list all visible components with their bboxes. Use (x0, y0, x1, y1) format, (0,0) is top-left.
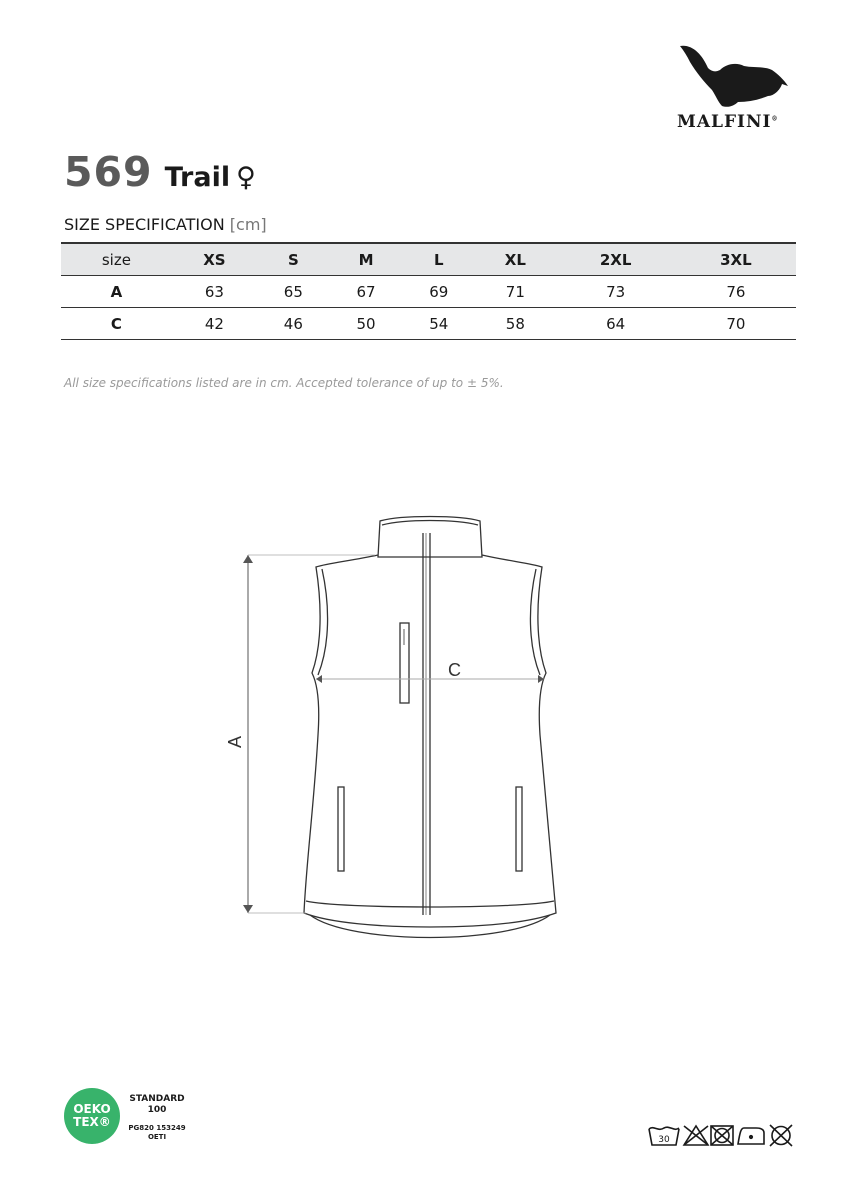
table-cell: 63 (172, 276, 257, 308)
table-cell: 71 (475, 276, 555, 308)
table-header-row (61, 243, 796, 276)
table-cell: 73 (556, 276, 676, 308)
table-cell: 54 (402, 308, 475, 340)
table-cell: 65 (257, 276, 330, 308)
no-dry-clean-icon (770, 1125, 792, 1146)
table-cell: 50 (330, 308, 403, 340)
table-cell: C (61, 308, 172, 340)
size-spec-unit: [cm] (229, 215, 267, 234)
table-cell: 76 (676, 276, 796, 308)
table-header-cell: 2XL (556, 243, 676, 276)
table-cell: 67 (330, 276, 403, 308)
table-cell: 70 (676, 308, 796, 340)
product-code: 569 (64, 148, 153, 196)
table-header-cell: XS (172, 243, 257, 276)
table-cell: 69 (402, 276, 475, 308)
oeko-line-2: TEX® (73, 1115, 111, 1129)
size-table (61, 242, 796, 340)
table-row (61, 308, 796, 340)
table-header-cell: L (402, 243, 475, 276)
table-header-cell: S (257, 243, 330, 276)
standard-label: STANDARD (129, 1094, 185, 1104)
vest-diagram (210, 505, 570, 959)
label-a: A (225, 735, 245, 749)
table-header-cell: 3XL (676, 243, 796, 276)
svg-text:30: 30 (658, 1135, 670, 1145)
malfini-logo (670, 40, 800, 135)
brand-name: MALFINI® (677, 112, 779, 132)
size-spec-label: SIZE SPECIFICATION (64, 215, 225, 234)
oeko-tex-details (124, 1094, 190, 1142)
standard-number: 100 (147, 1105, 167, 1115)
iron-low-icon (738, 1128, 764, 1144)
table-cell: 42 (172, 308, 257, 340)
wash-30-icon (649, 1127, 679, 1145)
table-header-cell: M (330, 243, 403, 276)
table-cell: 58 (475, 308, 555, 340)
oeko-tex-badge (64, 1088, 120, 1144)
table-row (61, 276, 796, 308)
no-tumble-dry-icon (711, 1126, 733, 1145)
product-name: Trail (164, 162, 231, 193)
certificate-number: PG820 153249 (128, 1124, 186, 1132)
size-spec-heading (64, 215, 267, 234)
care-symbols (648, 1123, 798, 1153)
table-cell: 46 (257, 308, 330, 340)
bird-icon (678, 40, 790, 110)
table-cell: A (61, 276, 172, 308)
female-icon: ♀ (236, 162, 256, 193)
vest-illustration (210, 505, 570, 955)
table-cell: 64 (556, 308, 676, 340)
label-c: C (448, 660, 461, 680)
oeko-line-1: OEKO (73, 1102, 111, 1116)
institute-label: OETI (147, 1133, 167, 1141)
tolerance-note: All size specifications listed are in cm. Accepted tolerance of up to ± 5%. (64, 376, 504, 390)
table-header-cell: size (61, 243, 172, 276)
no-bleach-icon (684, 1126, 708, 1145)
table-header-cell: XL (475, 243, 555, 276)
product-title (64, 148, 256, 196)
